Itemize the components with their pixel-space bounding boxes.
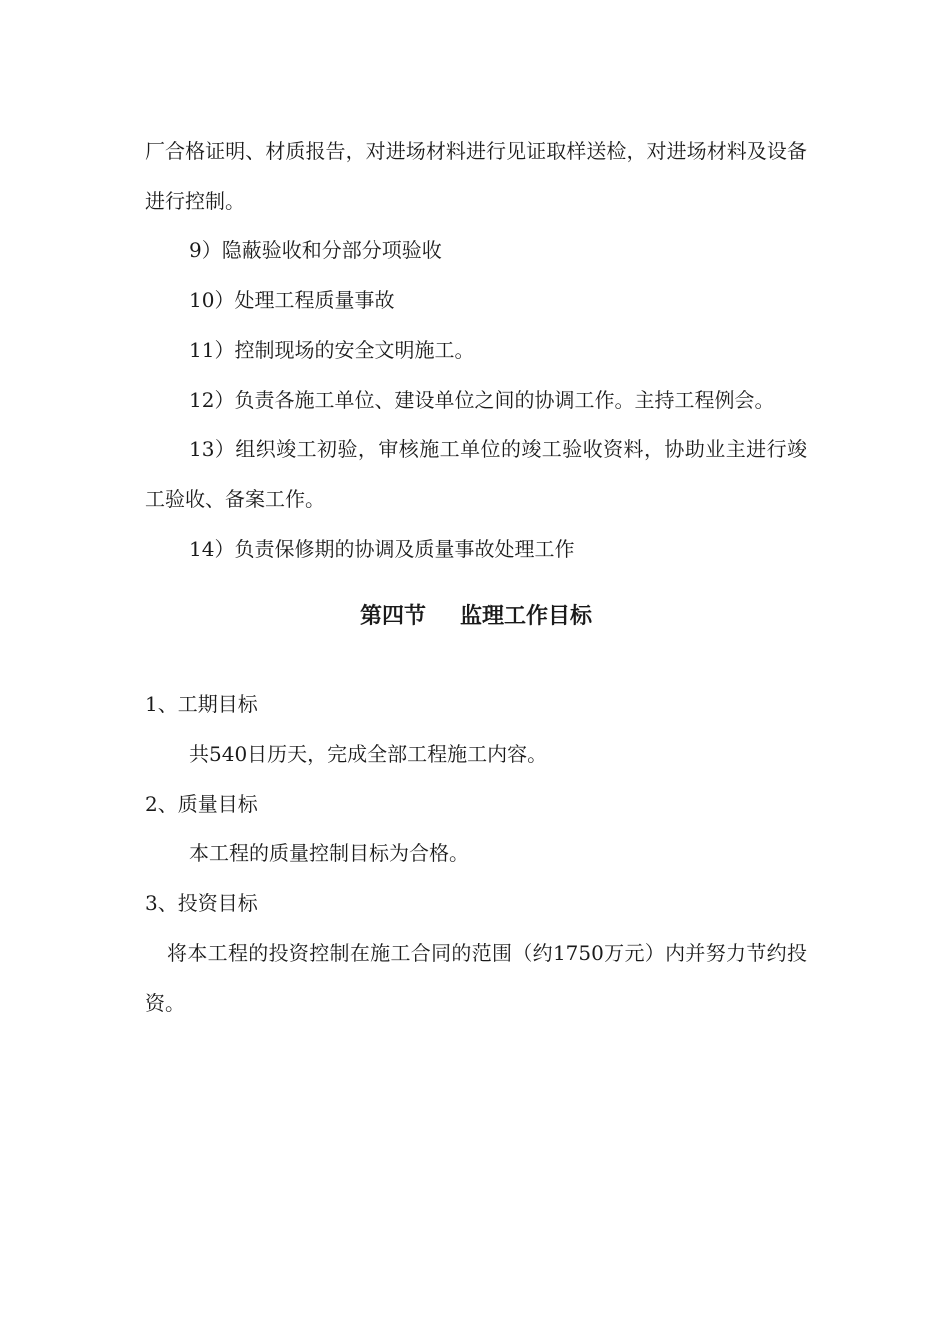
paragraph-item-14: 14）负责保修期的协调及质量事故处理工作 bbox=[189, 536, 575, 561]
section-title: 监理工作目标 bbox=[460, 604, 593, 630]
paragraph-item-9: 9）隐蔽验收和分部分项验收 bbox=[189, 238, 442, 263]
goal-body-quality: 本工程的质量控制目标为合格。 bbox=[189, 841, 469, 866]
paragraph-item-12: 12）负责各施工单位、建设单位之间的协调工作。主持工程例会。 bbox=[189, 387, 775, 412]
goal-body-schedule: 共540日历天，完成全部工程施工内容。 bbox=[189, 742, 548, 767]
paragraph-item-11: 11）控制现场的安全文明施工。 bbox=[189, 337, 475, 362]
paragraph-material-control: 厂合格证明、材质报告，对进场材料进行见证取样送检，对进场材料及设备进行控制。 bbox=[145, 139, 807, 213]
paragraph-item-10: 10）处理工程质量事故 bbox=[189, 288, 395, 313]
paragraph-item-13: 13）组织竣工初验，审核施工单位的竣工验收资料，协助业主进行竣工验收、备案工作。 bbox=[145, 437, 807, 511]
goal-heading-schedule: 1、工期目标 bbox=[145, 692, 258, 717]
goal-heading-quality: 2、质量目标 bbox=[145, 791, 258, 816]
section-heading bbox=[145, 602, 807, 632]
goal-body-investment: 将本工程的投资控制在施工合同的范围（约1750万元）内并努力节约投资。 bbox=[145, 940, 807, 1015]
section-number: 第四节 bbox=[359, 604, 426, 630]
document-body bbox=[145, 127, 807, 1028]
goal-heading-investment: 3、投资目标 bbox=[145, 891, 258, 916]
